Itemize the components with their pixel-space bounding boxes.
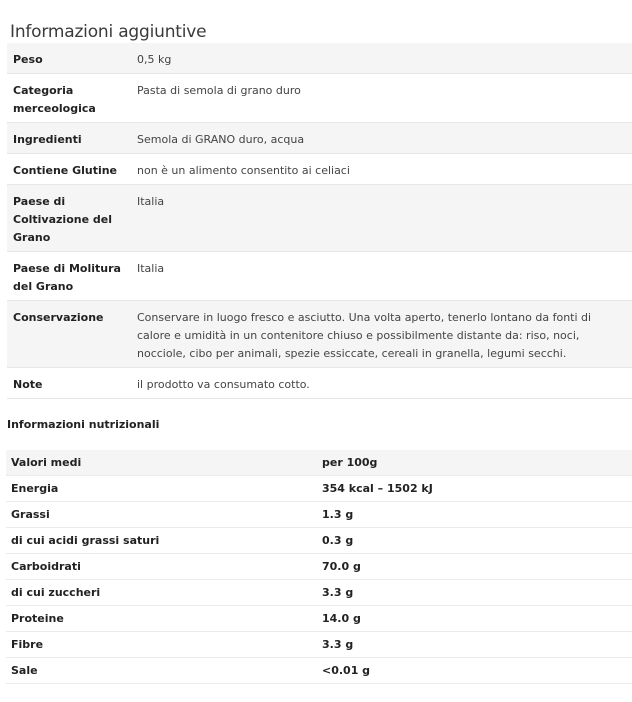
- nutrient-name: di cui zuccheri: [6, 580, 317, 606]
- nutrient-amount: 70.0 g: [317, 554, 632, 580]
- attribute-label-peso: Peso: [7, 43, 131, 74]
- nutrient-amount: <0.01 g: [317, 658, 632, 684]
- attribute-label-glutine: Contiene Glutine: [7, 154, 131, 185]
- table-row: [6, 528, 632, 554]
- table-row: [7, 123, 632, 154]
- table-row: [6, 554, 632, 580]
- nutrient-name: Proteine: [6, 606, 317, 632]
- nutrient-amount: 3.3 g: [317, 580, 632, 606]
- attribute-label-conservazione: Conservazione: [7, 301, 131, 368]
- attribute-value-categoria: Pasta di semola di grano duro: [131, 74, 632, 123]
- table-row: [7, 301, 632, 368]
- attribute-value-coltivazione: Italia: [131, 185, 632, 252]
- attribute-value-note: il prodotto va consumato cotto.: [131, 368, 632, 399]
- nutrition-header-name: Valori medi: [6, 450, 317, 476]
- table-row: [7, 43, 632, 74]
- table-row: [6, 606, 632, 632]
- nutrient-name: Grassi: [6, 502, 317, 528]
- table-row: [7, 252, 632, 301]
- nutrition-title: Informazioni nutrizionali: [7, 418, 160, 431]
- attribute-label-molitura: Paese di Molitura del Grano: [7, 252, 131, 301]
- table-row: [7, 368, 632, 399]
- nutrient-name: Sale: [6, 658, 317, 684]
- table-row: [6, 476, 632, 502]
- nutrition-header-amount: per 100g: [317, 450, 632, 476]
- nutrition-header-row: [6, 450, 632, 476]
- attribute-label-categoria: Categoria merceologica: [7, 74, 131, 123]
- attribute-label-ingredienti: Ingredienti: [7, 123, 131, 154]
- attribute-value-conservazione: Conservare in luogo fresco e asciutto. Una volta aperto, tenerlo lontano da fonti di calore e umidità in un contenitore chiuso e possibilmente distante da: riso, noci, nocciole, cibo per animali, spezie essiccate, cereali in granella, legumi secchi.: [131, 301, 632, 368]
- nutrient-amount: 354 kcal – 1502 kJ: [317, 476, 632, 502]
- attribute-value-glutine: non è un alimento consentito ai celiaci: [131, 154, 632, 185]
- nutrition-table: [6, 450, 632, 684]
- table-row: [7, 185, 632, 252]
- attribute-value-peso: 0,5 kg: [131, 43, 632, 74]
- nutrient-amount: 1.3 g: [317, 502, 632, 528]
- nutrient-name: Energia: [6, 476, 317, 502]
- nutrient-amount: 3.3 g: [317, 632, 632, 658]
- nutrient-amount: 0.3 g: [317, 528, 632, 554]
- table-row: [6, 632, 632, 658]
- table-row: [6, 658, 632, 684]
- table-row: [6, 502, 632, 528]
- nutrient-name: Carboidrati: [6, 554, 317, 580]
- attribute-value-molitura: Italia: [131, 252, 632, 301]
- nutrient-name: di cui acidi grassi saturi: [6, 528, 317, 554]
- table-row: [6, 580, 632, 606]
- nutrient-name: Fibre: [6, 632, 317, 658]
- page-title: Informazioni aggiuntive: [10, 22, 207, 43]
- additional-info-table: [7, 43, 632, 399]
- attribute-label-note: Note: [7, 368, 131, 399]
- nutrient-amount: 14.0 g: [317, 606, 632, 632]
- attribute-value-ingredienti: Semola di GRANO duro, acqua: [131, 123, 632, 154]
- attribute-label-coltivazione: Paese di Coltivazione del Grano: [7, 185, 131, 252]
- table-row: [7, 74, 632, 123]
- table-row: [7, 154, 632, 185]
